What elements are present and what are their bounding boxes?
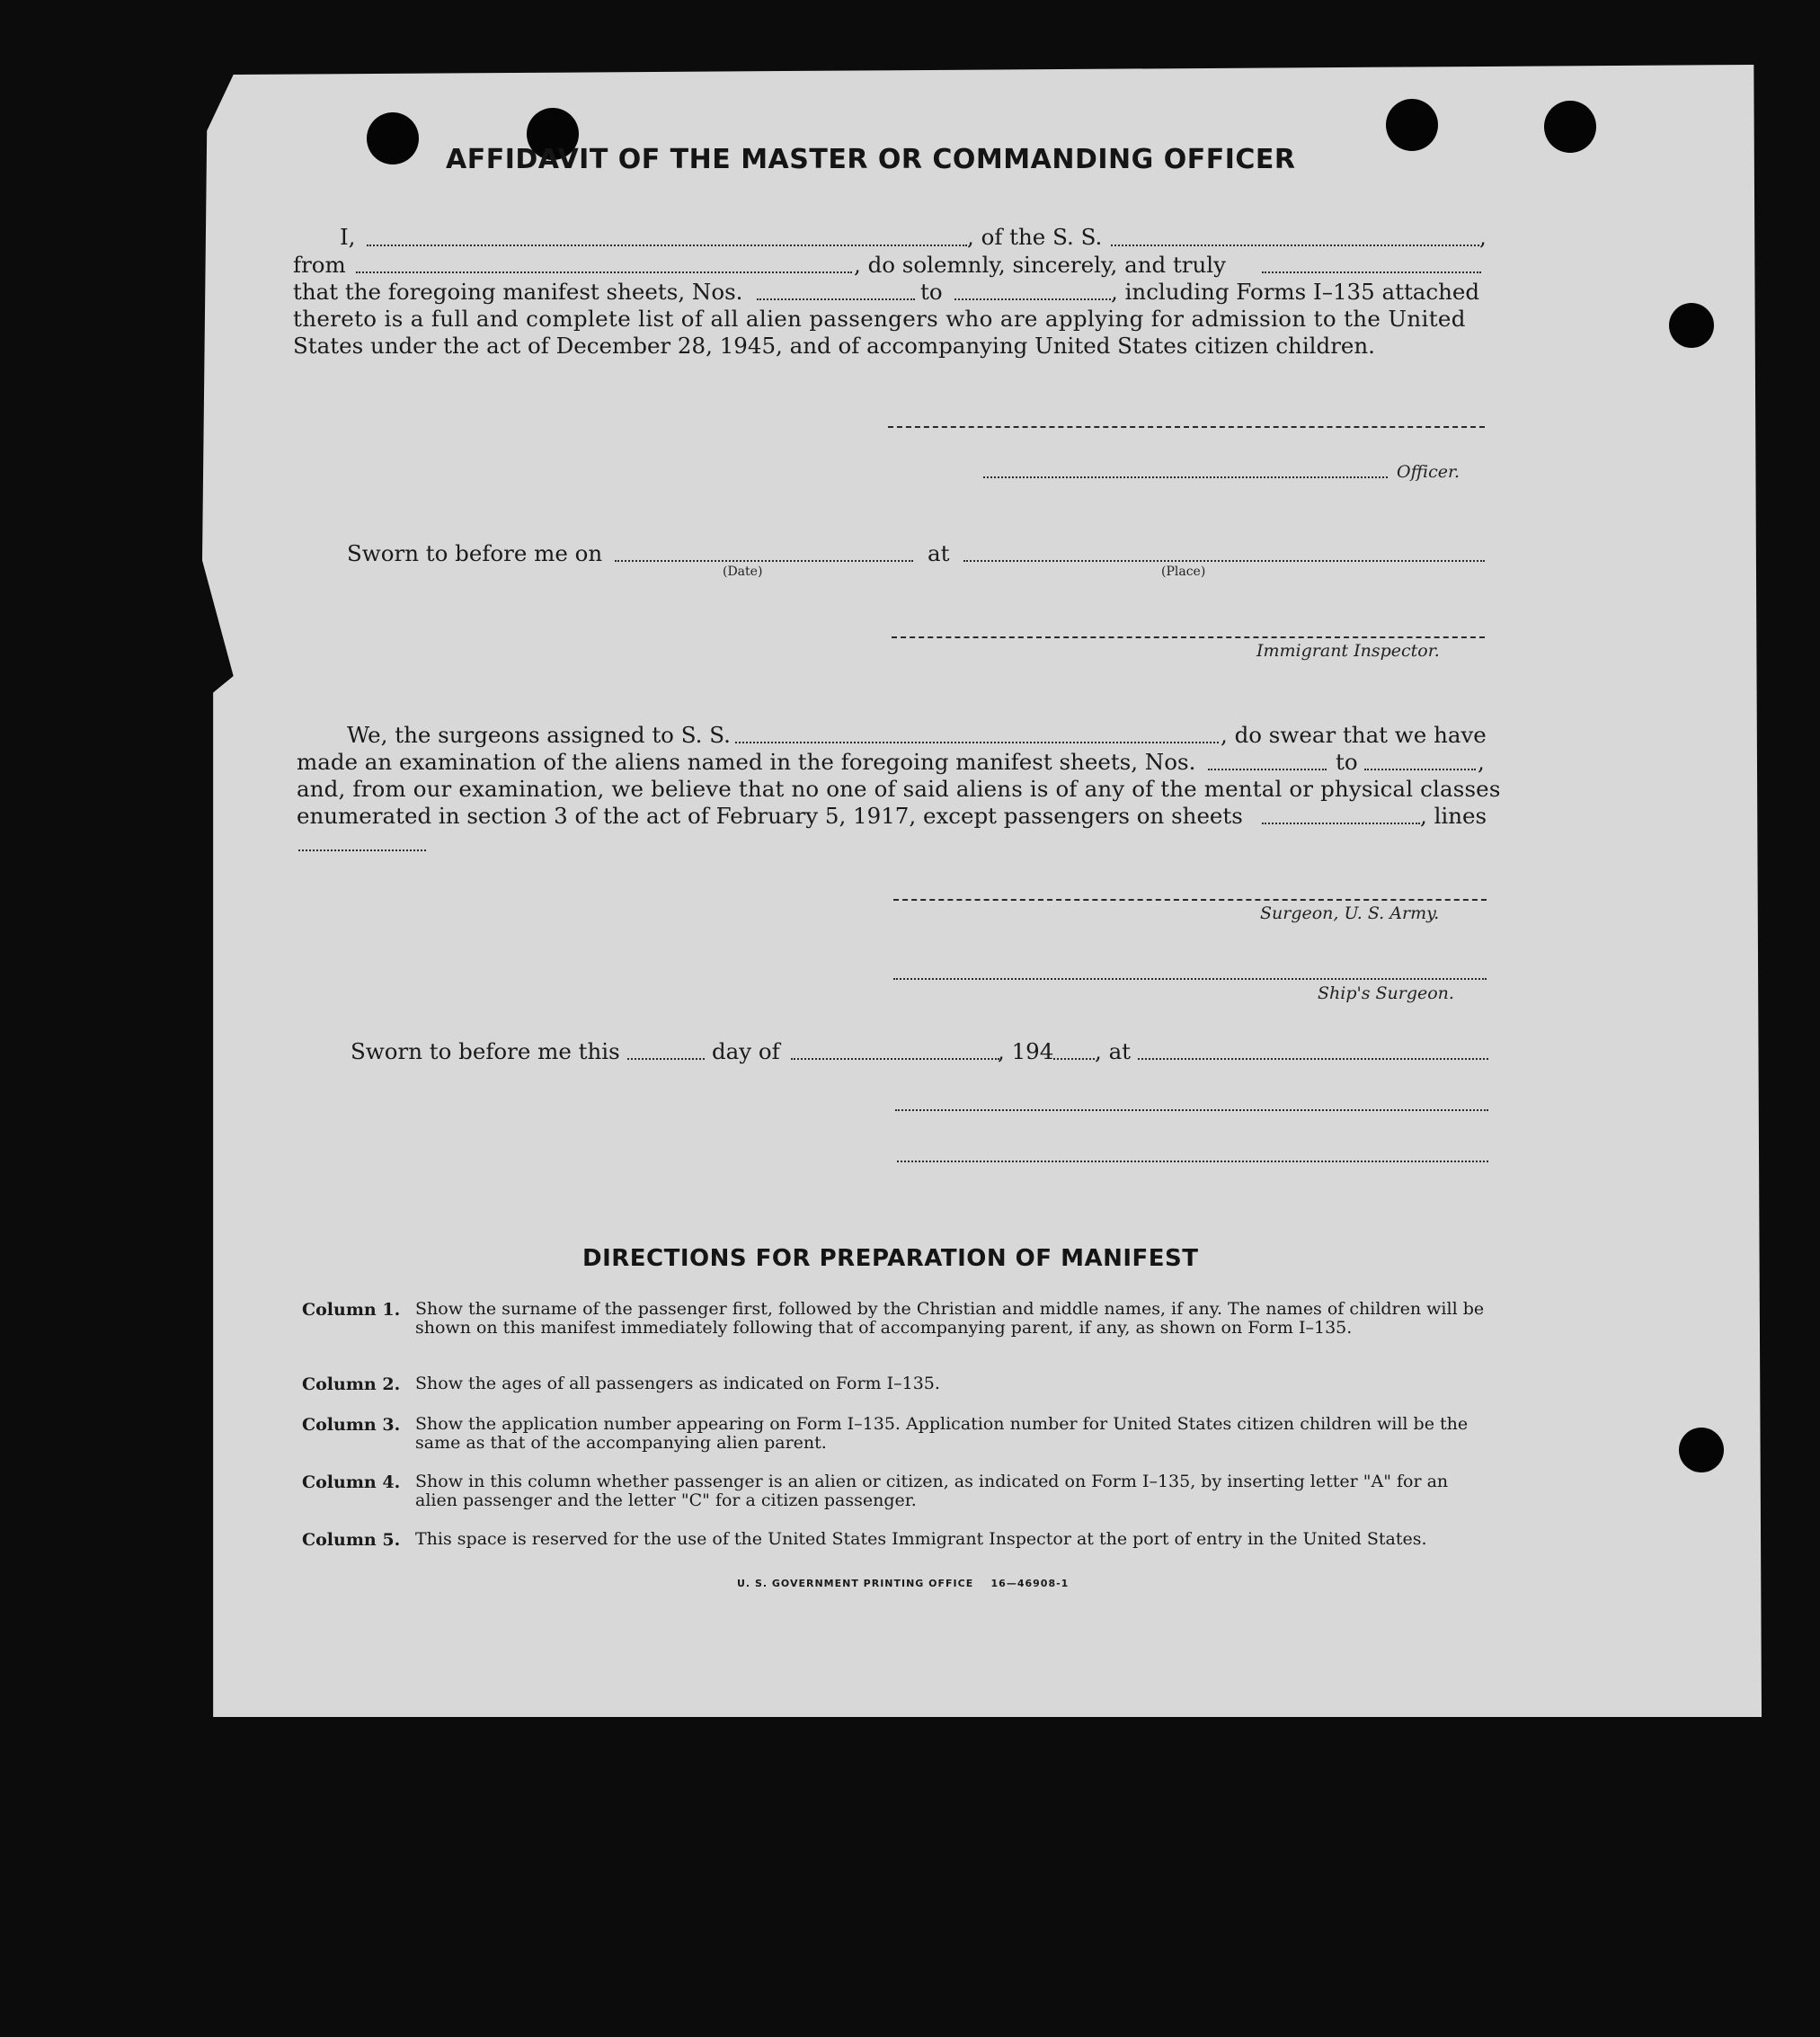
surgeons-line2-to: to xyxy=(1336,749,1358,775)
punch-hole xyxy=(1386,99,1438,151)
surgeons-ship-field[interactable] xyxy=(735,742,1219,743)
date-caption: (Date) xyxy=(723,565,763,579)
swear-field[interactable] xyxy=(1262,271,1481,273)
officer-label: Officer. xyxy=(1397,462,1460,482)
surgeons-line4-start: enumerated in section 3 of the act of February 5, 1917, except passengers on sheets xyxy=(297,803,1243,829)
from-port-field[interactable] xyxy=(356,271,852,273)
surgeons-line2-end: , xyxy=(1478,749,1485,775)
immigrant-inspector-label: Immigrant Inspector. xyxy=(1256,641,1440,661)
sworn2-signature-line-1[interactable] xyxy=(895,1109,1488,1111)
ships-surgeon-label: Ship's Surgeon. xyxy=(1318,983,1454,1003)
sworn2-at: , at xyxy=(1095,1038,1132,1064)
affidavit-line3-end: , including Forms I–135 attached xyxy=(1111,279,1480,305)
sworn2-place-field[interactable] xyxy=(1138,1058,1488,1060)
direction-label: Column 1. xyxy=(302,1300,401,1320)
sworn2-year-field[interactable] xyxy=(1053,1058,1095,1060)
officer-signature-line[interactable] xyxy=(983,476,1388,478)
sworn1-date-field[interactable] xyxy=(615,560,913,562)
direction-label: Column 2. xyxy=(302,1374,401,1394)
sworn2-prefix: Sworn to before me this xyxy=(351,1038,620,1064)
surgeons-sheets-to-field[interactable] xyxy=(1364,769,1476,770)
affidavit-line1-mid: , of the S. S. xyxy=(967,224,1103,250)
sworn1-place-field[interactable] xyxy=(963,560,1485,562)
affidavit-line1-start: I, xyxy=(340,224,356,250)
punch-hole xyxy=(1669,303,1714,348)
sworn2-day-of: day of xyxy=(712,1038,780,1064)
sworn2-day-field[interactable] xyxy=(627,1058,705,1060)
ships-surgeon-signature-line[interactable] xyxy=(893,978,1487,980)
inspector-signature-line[interactable] xyxy=(892,636,1485,638)
sheets-from-field[interactable] xyxy=(757,298,915,300)
affidavit-line3-start: that the foregoing manifest sheets, Nos. xyxy=(293,279,743,305)
except-sheets-field[interactable] xyxy=(1262,823,1420,824)
direction-text: Show the application number appearing on Form I–135. Application number for United States citizen children will be the same as that of the accompanying alien parent. xyxy=(415,1414,1469,1453)
sworn2-year: , 194 xyxy=(998,1038,1054,1064)
surgeons-sheets-from-field[interactable] xyxy=(1208,769,1327,770)
punch-hole xyxy=(1544,101,1596,153)
sworn1-at: at xyxy=(928,540,950,566)
direction-text: Show in this column whether passenger is an alien or citizen, as indicated on Form I–135, by inserting letter "A" for an alien passenger and the letter "C" for a citizen passenger. xyxy=(415,1472,1449,1510)
surgeons-line1-end: , do swear that we have xyxy=(1221,722,1487,748)
surgeons-line3: and, from our examination, we believe that no one of said aliens is of any of the mental or physical classes xyxy=(297,776,1501,802)
master-signature-line[interactable] xyxy=(888,426,1485,428)
affidavit-line1-end: , xyxy=(1479,224,1487,250)
surgeons-line4-end: , lines xyxy=(1420,803,1487,829)
army-surgeon-signature-line[interactable] xyxy=(893,899,1487,901)
master-name-field[interactable] xyxy=(367,245,967,246)
sheets-to-field[interactable] xyxy=(954,298,1111,300)
affidavit-title: AFFIDAVIT OF THE MASTER OR COMMANDING OFFICER xyxy=(446,144,1296,175)
punch-hole xyxy=(367,112,419,165)
direction-label: Column 4. xyxy=(302,1472,401,1492)
affidavit-line3-to: to xyxy=(920,279,943,305)
place-caption: (Place) xyxy=(1161,565,1206,579)
affidavit-line2-start: from xyxy=(293,252,346,278)
direction-text: Show the surname of the passenger first, followed by the Christian and middle names, if any. The names of children will be shown on this manifest immediately following that of accompanying parent, if any, as shown on Form I–135. xyxy=(415,1299,1485,1338)
punch-hole xyxy=(1679,1428,1724,1472)
printing-office-footer: U. S. GOVERNMENT PRINTING OFFICE 16—46908-1 xyxy=(737,1578,1070,1589)
direction-text: This space is reserved for the use of the United States Immigrant Inspector at the port of entry in the United States. xyxy=(415,1529,1427,1549)
surgeons-line2-start: made an examination of the aliens named in the foregoing manifest sheets, Nos. xyxy=(297,749,1196,775)
sworn2-signature-line-2[interactable] xyxy=(897,1161,1488,1162)
ship-name-field[interactable] xyxy=(1111,245,1479,246)
affidavit-line5: States under the act of December 28, 1945, and of accompanying United States citizen children. xyxy=(293,333,1375,359)
directions-title: DIRECTIONS FOR PREPARATION OF MANIFEST xyxy=(582,1245,1199,1272)
sworn1-prefix: Sworn to before me on xyxy=(347,540,603,566)
direction-text: Show the ages of all passengers as indicated on Form I–135. xyxy=(415,1374,940,1393)
affidavit-line4: thereto is a full and complete list of all alien passengers who are applying for admission to the United xyxy=(293,306,1466,332)
except-lines-field[interactable] xyxy=(298,849,426,851)
direction-label: Column 3. xyxy=(302,1415,401,1435)
surgeons-line1-start: We, the surgeons assigned to S. S. xyxy=(347,722,731,748)
affidavit-line2-mid: , do solemnly, sincerely, and truly xyxy=(854,252,1226,278)
surgeon-army-label: Surgeon, U. S. Army. xyxy=(1260,903,1440,923)
direction-label: Column 5. xyxy=(302,1530,401,1550)
sworn2-month-field[interactable] xyxy=(791,1058,999,1060)
